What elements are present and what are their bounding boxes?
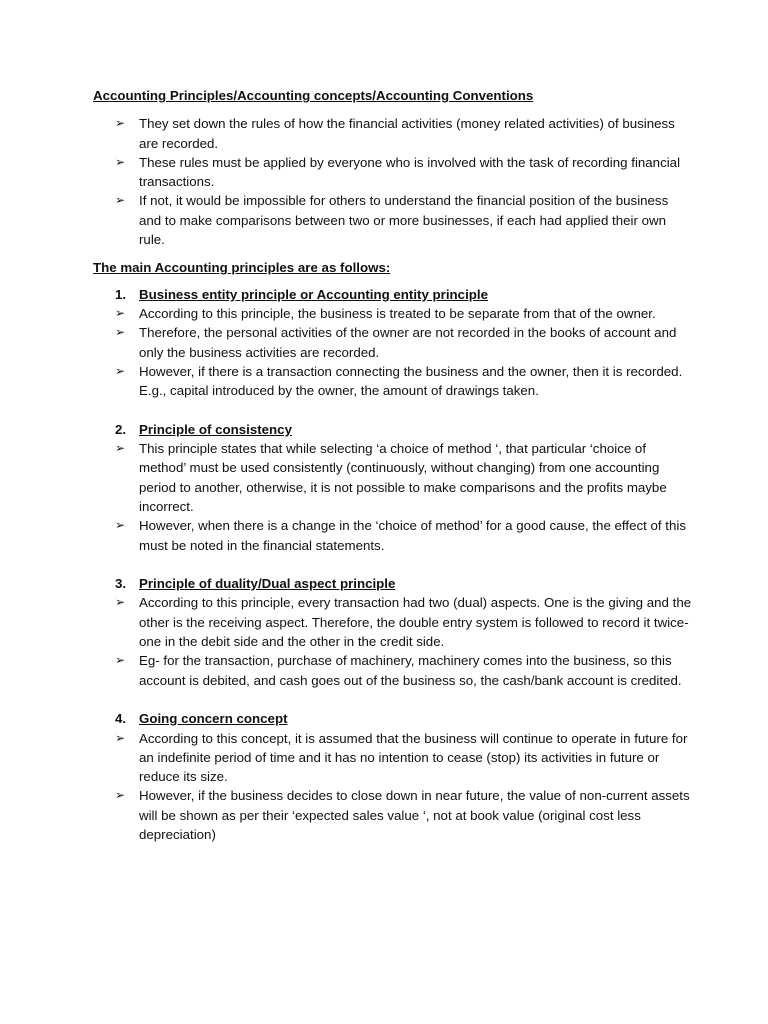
arrow-bullet-icon: ➢ [115,788,126,803]
bullet-text: However, if there is a transaction connecting the business and the owner, then it is recorded. [139,363,683,379]
section-number: 2. [115,421,127,437]
arrow-bullet-icon: ➢ [115,154,126,169]
section-title-text: Business entity principle or Accounting entity principle [139,286,488,302]
list-item [93,439,693,516]
section-number: 4. [115,711,127,727]
intro-bullet-list [93,114,693,249]
bullet-text: However, when there is a change in the ‘choice of method’ for a good cause, the effect of this must be noted in the financial statements. [139,518,686,553]
arrow-bullet-icon: ➢ [115,518,126,533]
section-title [93,420,693,439]
bullet-text: They set down the rules of how the financial activities (money related activities) of business are recorded. [139,116,675,151]
section-number: 3. [115,576,127,592]
example-note: E.g., capital introduced by the owner, the amount of drawings taken. [139,383,539,399]
arrow-bullet-icon: ➢ [115,305,126,320]
principles-subheading: The main Accounting principles are as follows: [93,260,391,276]
list-item [93,786,693,844]
document-page [93,86,693,844]
arrow-bullet-icon: ➢ [115,325,126,340]
list-item [93,114,693,153]
bullet-text: This principle states that while selecting ‘a choice of method ‘, that particular ‘choice of method’ must be used consistently (continuously, without changing) from one accounting period to another, otherwise, it is not possible to make comparisons and the profits maybe incorrect. [139,441,667,514]
document-title: Accounting Principles/Accounting concepts/Accounting Conventions [93,88,534,103]
arrow-bullet-icon: ➢ [115,193,126,208]
section-bullet-list [93,729,693,845]
section-bullet-list [93,439,693,555]
list-item [93,516,693,555]
bullet-text: Eg- for the transaction, purchase of machinery, machinery comes into the business, so this account is debited, and cash goes out of the business so, the cash/bank account is credited. [139,653,682,688]
section-title [93,574,693,593]
section-going-concern [93,709,693,844]
list-item [93,191,693,249]
arrow-bullet-icon: ➢ [115,441,126,456]
section-bullet-list [93,593,693,689]
section-title-text: Principle of duality/Dual aspect principle [139,576,396,592]
arrow-bullet-icon: ➢ [115,595,126,610]
bullet-text: Therefore, the personal activities of the owner are not recorded in the books of account and only the business activities are recorded. [139,325,677,360]
arrow-bullet-icon: ➢ [115,116,126,131]
list-item [93,153,693,192]
section-consistency [93,420,693,555]
list-item [93,593,693,651]
bullet-text: If not, it would be impossible for others to understand the financial position of the business and to make comparisons between two or more businesses, if each had applied their own rule. [139,193,669,248]
section-business-entity [93,285,693,401]
bullet-text: According to this concept, it is assumed that the business will continue to operate in future for an indefinite period of time and it has no intention to cease (stop) its activities in future or reduce its size. [139,730,688,785]
bullet-text: However, if the business decides to close down in near future, the value of non-current assets will be shown as per their ‘expected sales value ‘, not at book value (original cost less depreciation) [139,788,690,842]
list-item [93,729,693,787]
bullet-text: These rules must be applied by everyone who is involved with the task of recording financial transactions. [139,154,681,190]
arrow-bullet-icon: ➢ [115,730,126,745]
list-item [93,651,693,690]
section-title-text: Going concern concept [139,711,288,727]
section-title [93,285,693,304]
list-item [93,362,693,381]
section-title-text: Principle of consistency [139,421,292,437]
list-item [93,323,693,362]
bullet-text: According to this principle, the business is treated to be separate from that of the owner. [139,305,656,321]
bullet-text: According to this principle, every transaction had two (dual) aspects. One is the giving and the other is the receiving aspect. Therefore, the double entry system is followed to record it twice-one in the debit side and the other in the credit side. [139,595,692,650]
list-item [93,304,693,323]
section-title [93,709,693,728]
section-number: 1. [115,286,127,302]
section-bullet-list [93,304,693,381]
section-duality [93,574,693,690]
arrow-bullet-icon: ➢ [115,363,126,378]
arrow-bullet-icon: ➢ [115,653,126,668]
